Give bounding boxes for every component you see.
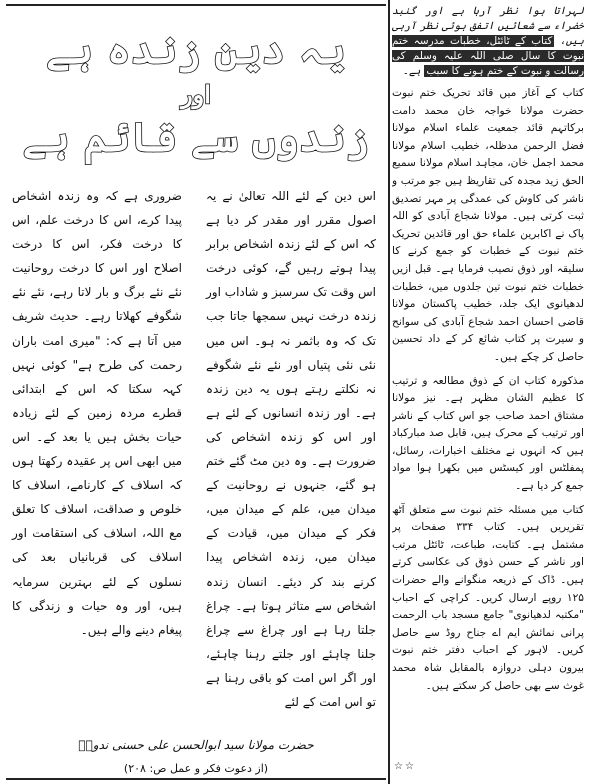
article-title-conjunction: اور [181,80,211,109]
review-top-highlight: کتاب کے ٹائٹل، خطبات مدرسہ ختم نبوت کا سال صلی اللہ علیہ وسلم کی رسالت و نبوت کے ختم ہونے کا سبب [392,35,584,77]
end-stars-mark: ☆☆ [394,761,416,772]
book-review-column [392,4,584,774]
review-paragraph-2: مذکورہ کتاب ان کے ذوق مطالعہ و ترتیب کا عظیم الشان مظہر ہے۔ نیز مولانا مشتاق احمد صاحب جو اس کتاب کے ناشر اور ترتیب کے محرک ہیں، قابل صد مبارکباد ہیں کہ انہوں نے مختلف اخبارات، رسائل، پمفلٹس اور کیسٹس میں بکھرا ہوا مواد جمع کر دیا ہے۔ [392,374,584,493]
review-paragraph-1: کتاب کے آغاز میں قائد تحریک ختم نبوت حضرت مولانا خواجہ خان محمد دامت برکاتہم قائد جمعیت علماء اسلام مولانا فضل الرحمن مدظلہ، خطیب اسلام مولانا محمد اجمل خان، مجاہد اسلام مولانا سمیع الحق زید مجدہ کی تقاریظ ہیں جو مرتب و ناشر کی کاوش کی عمدگی پر مہر تصدیق ثبت کرتی ہیں۔ مولانا شجاع آبادی کو اللہ پاک نے اکابرین علماء حق اور قائدین تحریک ختم نبوت کے خطبات کو جمع کرنے کا سلیقہ اور ذوق نصیب فرمایا ہے۔ قبل ازیں خطبات ختم نبوت تین جلدوں میں، خطبات لدھیانوی ایک جلد، خطیب پاکستان مولانا قاضی احسان احمد شجاع آبادی کی سوانح و سیرت پر کتاب شائع کر کے داد تحسین حاصل کر چکے ہیں۔ [392,87,584,363]
article-box [6,6,386,778]
column-divider [388,0,390,784]
article-title-line-2: زندوں سے قائم ہے [22,114,370,161]
article-column-left [12,184,182,642]
article-author: حضرت مولانا سید ابوالحسن علی حسنی ندویؒ [78,738,314,752]
review-paragraph-3: کتاب میں مسئلہ ختم نبوت سے متعلق آٹھ تقریریں ہیں۔ کتاب ۳۳۴ صفحات پر مشتمل ہے۔ کتابت، طباعت، ٹائٹل مرتب اور ناشر کے حسن ذوق کی عکاسی کرتے ہیں۔ ڈاک کے ذریعہ منگوانے والے حضرات ۱۲۵ روپے ارسال کریں۔ کراچی کے احباب "مکتبہ لدھیانوی" جامع مسجد باب الرحمت پرانی نمائش ایم اے جناح روڈ سے حاصل کریں۔ لاہور کے احباب دفتر ختم نبوت بیرون دہلی دروازہ بالمقابل شاہ محمد غوث سے بھی حاصل کر سکتے ہیں۔ [392,503,584,692]
box-border-bottom [6,778,386,780]
review-top-block [392,4,584,79]
review-top-lead: لہراتا ہوا نظر آرہا ہے اور گنبد خضراء سے شعائیں اتفق ہوئی نظر آرہی ہیں، [392,5,584,47]
article-column-right-text: اس دین کے لئے اللہ تعالیٰ نے یہ اصول مقرر اور مقدر کر دیا ہے کہ اس کے لئے زندہ اشخاص برابر پیدا ہوتے رہیں گے، کوئی درخت اس وقت تک سرسبز و شاداب اور زندہ درخت نہیں سمجھا جاتا جب تک کہ وہ باثمر نہ ہو۔ اس میں نئی نئی پتیاں اور نئے نئے شگوفے نہ نکلتے رہتے ہوں یہ دین زندہ ہے۔ اور زندہ انسانوں کے لئے ہے اور اس کو زندہ اشخاص کی ضرورت ہے۔ وہ دین مٹ گئے ختم ہو گئے، جنہوں نے روحانیت کے میدان میں، علم کے میدان میں، فکر کے میدان میں، قیادت کے میدان میں، زندہ اشخاص پیدا کرنے بند کر دیئے۔ انسان زندہ اشخاص سے متاثر ہوتا ہے۔ چراغ جلتا رہا ہے اور چراغ سے چراغ جلنا چاہئے اور جلتے رہنا چاہئے، اور اگر اس امت کو باقی رہنا ہے تو اس امت کے لئے [206,189,376,709]
box-border-top [6,4,386,6]
article-source: (از دعوت فکر و عمل ص: ۲۰۸) [123,762,269,775]
article-column-right [206,184,376,714]
article-column-left-text: ضروری ہے کہ وہ زندہ اشخاص پیدا کرے، اس کا درخت علم، اس کا درخت فکر، اس کا درخت اصلاح اور اس کا درخت روحانیت نئے نئے برگ و بار لاتا رہے، نئے نئے شگوفے کھلاتا رہے۔ حدیث شریف میں آتا ہے کہ: "میری امت باران رحمت کی طرح ہے" کوئی نہیں کہہ سکتا کہ اس کے ابتدائی قطرے مردہ زمین کے لئے زیادہ حیات بخش ہیں یا بعد کے۔ اس میں ابھی اس پر عقیدہ رکھتا ہوں کہ اسلاف کے کارنامے، اسلاف کا خلوص و صداقت، اسلاف کا تعلق مع اللہ، اسلاف کی استقامت اور اسلاف کی قربانیاں بعد کی نسلوں کے لئے بہترین سرمایہ ہیں، اور وہ حیات و زندگی کا پیغام دینے والے ہیں۔ [12,189,182,637]
review-top-tail: ہے۔ [402,65,421,77]
article-title-line-1: یہ دین زندہ ہے [46,26,346,73]
